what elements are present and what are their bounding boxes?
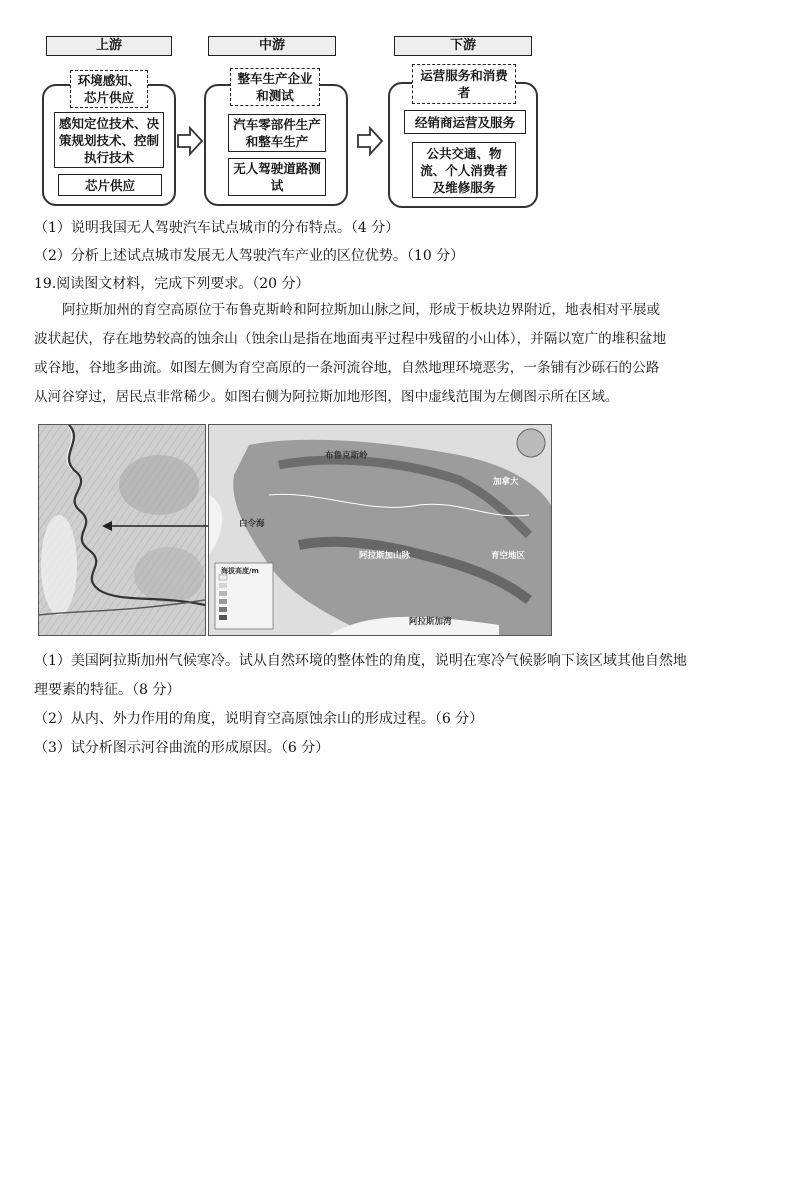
label-canada: 加拿大 <box>493 477 519 487</box>
alaska-topographic-map <box>208 424 552 636</box>
upstream-header: 上游 <box>46 36 172 56</box>
upstream-box-3: 芯片供应 <box>58 174 162 196</box>
downstream-box-2: 经销商运营及服务 <box>404 110 526 134</box>
downstream-header: 下游 <box>394 36 532 56</box>
q19-sub3: （3）试分析图示河谷曲流的形成原因。（6 分） <box>34 740 330 756</box>
q19-passage-line1: 阿拉斯加州的育空高原位于布鲁克斯岭和阿拉斯加山脉之间，形成于板块边界附近，地表相对平展或 <box>62 302 661 318</box>
label-gulf-of-alaska: 阿拉斯加湾 <box>409 617 452 627</box>
q18-sub1: （1）说明我国无人驾驶汽车试点城市的分布特点。（4 分） <box>34 220 400 236</box>
label-brooks-range: 布鲁克斯岭 <box>325 451 368 461</box>
label-bering-sea: 白令海 <box>239 519 265 529</box>
upstream-box-2: 感知定位技术、决策规划技术、控制执行技术 <box>54 112 164 168</box>
label-yukon-territory: 育空地区 <box>491 551 526 561</box>
q19-sub1-line2: 理要素的特征。（8 分） <box>34 682 181 698</box>
q19-title: 19.阅读图文材料，完成下列要求。（20 分） <box>34 276 310 292</box>
q19-passage-line3: 或谷地，谷地多曲流。如图左侧为育空高原的一条河流谷地，自然地理环境恶劣，一条铺有沙砾石的公路 <box>34 360 660 376</box>
q19-sub2: （2）从内、外力作用的角度，说明育空高原蚀余山的形成过程。（6 分） <box>34 711 484 727</box>
midstream-box-1: 整车生产企业和测试 <box>230 68 320 106</box>
arrow-right-icon <box>356 126 384 156</box>
q19-sub1-line1: （1）美国阿拉斯加州气候寒冷。试从自然环境的整体性的角度，说明在寒冷气候影响下该区域其他自然地 <box>34 653 687 669</box>
upstream-box-1: 环境感知、芯片供应 <box>70 70 148 108</box>
midstream-header: 中游 <box>208 36 336 56</box>
midstream-box-3: 无人驾驶道路测试 <box>228 158 326 196</box>
alaska-terrain <box>209 425 551 635</box>
midstream-box-2: 汽车零部件生产和整车生产 <box>228 114 326 152</box>
q19-passage-line2: 波状起伏，存在地势较高的蚀余山（蚀余山是指在地面夷平过程中残留的小山体），并隔以宽广的堆积盆地 <box>34 331 667 347</box>
q18-sub2: （2）分析上述试点城市发展无人驾驶汽车产业的区位优势。（10 分） <box>34 248 465 264</box>
legend-title: 海拔高度/m <box>221 567 259 575</box>
downstream-box-1: 运营服务和消费者 <box>412 64 516 104</box>
arrow-right-icon <box>176 126 204 156</box>
label-alaska-range: 阿拉斯加山脉 <box>359 551 411 561</box>
q19-passage-line4: 从河谷穿过，居民点非常稀少。如图右侧为阿拉斯加地形图，图中虚线范围为左侧图示所在区域。 <box>34 389 619 405</box>
downstream-box-3: 公共交通、物流、个人消费者及维修服务 <box>412 142 516 198</box>
